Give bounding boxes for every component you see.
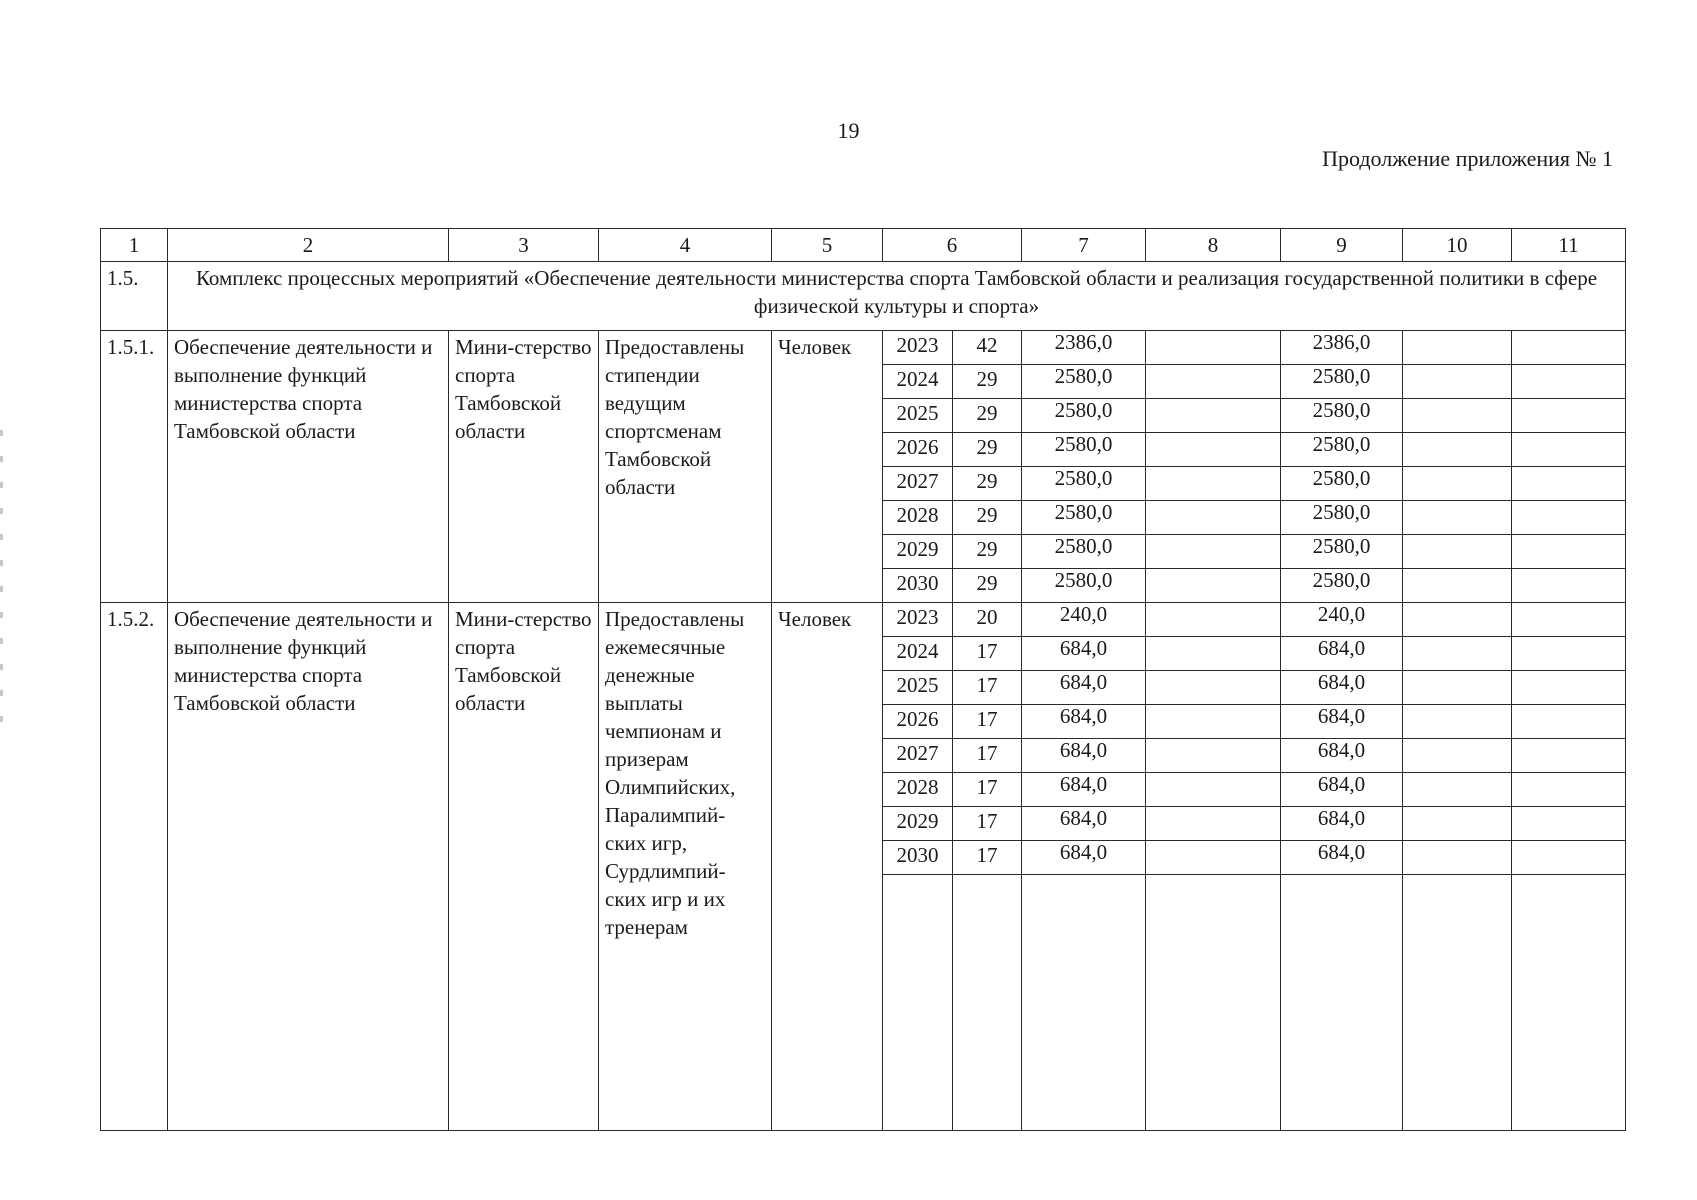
empty-cell xyxy=(1512,875,1626,1131)
count-cell: 29 xyxy=(953,535,1022,569)
col9-cell xyxy=(1281,331,1403,365)
col8-cell xyxy=(1146,671,1281,705)
col9-value: 684,0 xyxy=(1317,772,1366,796)
col9-cell xyxy=(1281,535,1403,569)
column-number: 3 xyxy=(449,229,599,262)
measure-name: Обеспечение деятельности и выполнение функций министерства спорта Тамбовской области xyxy=(168,603,449,1131)
section-code: 1.5. xyxy=(101,262,168,331)
year-cell: 2025 xyxy=(883,399,953,433)
col11-cell xyxy=(1512,637,1626,671)
col8-cell xyxy=(1146,501,1281,535)
total-cell xyxy=(1022,433,1146,467)
year-cell: 2028 xyxy=(883,773,953,807)
empty-cell xyxy=(1403,875,1512,1131)
table-body xyxy=(101,229,1626,1131)
col9-value: 684,0 xyxy=(1317,670,1366,694)
col9-value: 2580,0 xyxy=(1312,432,1371,456)
total-cell xyxy=(1022,637,1146,671)
col9-cell xyxy=(1281,365,1403,399)
total-cell xyxy=(1022,331,1146,365)
total-value: 2580,0 xyxy=(1054,398,1113,422)
col10-cell xyxy=(1403,671,1512,705)
col8-cell xyxy=(1146,841,1281,875)
column-number: 9 xyxy=(1281,229,1403,262)
col8-cell xyxy=(1146,739,1281,773)
empty-cell xyxy=(1281,875,1403,1131)
empty-cell xyxy=(883,875,953,1131)
count-cell: 20 xyxy=(953,603,1022,637)
year-cell: 2027 xyxy=(883,467,953,501)
col9-cell xyxy=(1281,705,1403,739)
year-cell: 2024 xyxy=(883,365,953,399)
empty-cell xyxy=(1146,875,1281,1131)
total-value: 2580,0 xyxy=(1054,568,1113,592)
total-value: 684,0 xyxy=(1059,738,1108,762)
count-cell: 17 xyxy=(953,671,1022,705)
col8-cell xyxy=(1146,331,1281,365)
measure-result: Предоставлены стипендии ведущим спортсменам Тамбовской области xyxy=(599,331,772,603)
col11-cell xyxy=(1512,705,1626,739)
col11-cell xyxy=(1512,603,1626,637)
total-value: 2580,0 xyxy=(1054,466,1113,490)
col11-cell xyxy=(1512,399,1626,433)
col9-cell xyxy=(1281,569,1403,603)
total-cell xyxy=(1022,603,1146,637)
year-cell: 2024 xyxy=(883,637,953,671)
count-cell: 17 xyxy=(953,739,1022,773)
col8-cell xyxy=(1146,467,1281,501)
year-cell: 2027 xyxy=(883,739,953,773)
col10-cell xyxy=(1403,433,1512,467)
col9-cell xyxy=(1281,739,1403,773)
col9-value: 240,0 xyxy=(1317,602,1366,626)
col9-cell xyxy=(1281,807,1403,841)
total-value: 684,0 xyxy=(1059,840,1108,864)
measure-name: Обеспечение деятельности и выполнение функций министерства спорта Тамбовской области xyxy=(168,331,449,603)
total-cell xyxy=(1022,705,1146,739)
col9-value: 684,0 xyxy=(1317,840,1366,864)
col9-cell xyxy=(1281,671,1403,705)
col10-cell xyxy=(1403,365,1512,399)
col10-cell xyxy=(1403,739,1512,773)
total-value: 684,0 xyxy=(1059,806,1108,830)
total-cell xyxy=(1022,773,1146,807)
col10-cell xyxy=(1403,637,1512,671)
total-cell xyxy=(1022,841,1146,875)
total-cell xyxy=(1022,569,1146,603)
table-row xyxy=(101,331,1626,365)
col11-cell xyxy=(1512,739,1626,773)
col11-cell xyxy=(1512,841,1626,875)
col9-cell xyxy=(1281,467,1403,501)
col8-cell xyxy=(1146,637,1281,671)
count-cell: 29 xyxy=(953,467,1022,501)
total-cell xyxy=(1022,467,1146,501)
col9-value: 684,0 xyxy=(1317,738,1366,762)
total-cell xyxy=(1022,399,1146,433)
col8-cell xyxy=(1146,433,1281,467)
column-number: 4 xyxy=(599,229,772,262)
col9-value: 2580,0 xyxy=(1312,534,1371,558)
col10-cell xyxy=(1403,807,1512,841)
col9-cell xyxy=(1281,637,1403,671)
col8-cell xyxy=(1146,807,1281,841)
total-value: 2386,0 xyxy=(1054,330,1113,354)
col10-cell xyxy=(1403,331,1512,365)
col9-value: 684,0 xyxy=(1317,636,1366,660)
col11-cell xyxy=(1512,433,1626,467)
col11-cell xyxy=(1512,331,1626,365)
total-value: 2580,0 xyxy=(1054,432,1113,456)
count-cell: 17 xyxy=(953,807,1022,841)
column-number: 7 xyxy=(1022,229,1146,262)
measures-table xyxy=(100,228,1626,1131)
column-number-row xyxy=(101,229,1626,262)
measure-code: 1.5.2. xyxy=(101,603,168,1131)
total-value: 684,0 xyxy=(1059,636,1108,660)
measure-executor: Мини-стерство спорта Тамбовской области xyxy=(449,331,599,603)
col9-value: 2386,0 xyxy=(1312,330,1371,354)
col9-value: 2580,0 xyxy=(1312,568,1371,592)
page-number: 19 xyxy=(837,118,860,143)
col9-cell xyxy=(1281,841,1403,875)
col8-cell xyxy=(1146,603,1281,637)
col9-value: 2580,0 xyxy=(1312,466,1371,490)
col8-cell xyxy=(1146,399,1281,433)
col11-cell xyxy=(1512,671,1626,705)
count-cell: 29 xyxy=(953,433,1022,467)
table-row xyxy=(101,603,1626,637)
measure-code: 1.5.1. xyxy=(101,331,168,603)
count-cell: 17 xyxy=(953,841,1022,875)
total-cell xyxy=(1022,535,1146,569)
col9-cell xyxy=(1281,603,1403,637)
count-cell: 29 xyxy=(953,501,1022,535)
total-value: 2580,0 xyxy=(1054,534,1113,558)
col11-cell xyxy=(1512,569,1626,603)
year-cell: 2029 xyxy=(883,535,953,569)
year-cell: 2028 xyxy=(883,501,953,535)
column-number: 1 xyxy=(101,229,168,262)
column-number: 6 xyxy=(883,229,1022,262)
total-value: 684,0 xyxy=(1059,772,1108,796)
col9-value: 684,0 xyxy=(1317,704,1366,728)
col10-cell xyxy=(1403,773,1512,807)
empty-cell xyxy=(1022,875,1146,1131)
col10-cell xyxy=(1403,399,1512,433)
count-cell: 29 xyxy=(953,365,1022,399)
col9-cell xyxy=(1281,399,1403,433)
year-cell: 2030 xyxy=(883,569,953,603)
column-number: 10 xyxy=(1403,229,1512,262)
year-cell: 2029 xyxy=(883,807,953,841)
col10-cell xyxy=(1403,569,1512,603)
measure-result: Предоставлены ежемесячные денежные выплаты чемпионам и призерам Олимпийских, Паралимпий-ских игр, Сурдлимпий-ских игр и их тренерам xyxy=(599,603,772,1131)
total-value: 684,0 xyxy=(1059,704,1108,728)
col10-cell xyxy=(1403,535,1512,569)
col10-cell xyxy=(1403,705,1512,739)
total-value: 684,0 xyxy=(1059,670,1108,694)
measure-unit: Человек xyxy=(772,603,883,1131)
measure-unit: Человек xyxy=(772,331,883,603)
col9-value: 684,0 xyxy=(1317,806,1366,830)
appendix-continuation-note: Продолжение приложения № 1 xyxy=(1322,146,1613,171)
empty-cell xyxy=(953,875,1022,1131)
col9-cell xyxy=(1281,501,1403,535)
total-cell xyxy=(1022,739,1146,773)
total-cell xyxy=(1022,365,1146,399)
col10-cell xyxy=(1403,603,1512,637)
total-value: 2580,0 xyxy=(1054,364,1113,388)
total-cell xyxy=(1022,807,1146,841)
col8-cell xyxy=(1146,705,1281,739)
year-cell: 2026 xyxy=(883,433,953,467)
column-number: 2 xyxy=(168,229,449,262)
col9-value: 2580,0 xyxy=(1312,500,1371,524)
total-cell xyxy=(1022,671,1146,705)
col11-cell xyxy=(1512,807,1626,841)
total-value: 2580,0 xyxy=(1054,500,1113,524)
col8-cell xyxy=(1146,773,1281,807)
scan-edge-marks xyxy=(0,410,3,740)
total-cell xyxy=(1022,501,1146,535)
col9-cell xyxy=(1281,773,1403,807)
count-cell: 29 xyxy=(953,569,1022,603)
col11-cell xyxy=(1512,467,1626,501)
col10-cell xyxy=(1403,841,1512,875)
measure-executor: Мини-стерство спорта Тамбовской области xyxy=(449,603,599,1131)
total-value: 240,0 xyxy=(1059,602,1108,626)
column-number: 11 xyxy=(1512,229,1626,262)
year-cell: 2026 xyxy=(883,705,953,739)
col10-cell xyxy=(1403,467,1512,501)
year-cell: 2030 xyxy=(883,841,953,875)
count-cell: 29 xyxy=(953,399,1022,433)
year-cell: 2023 xyxy=(883,331,953,365)
col11-cell xyxy=(1512,501,1626,535)
count-cell: 17 xyxy=(953,637,1022,671)
col9-value: 2580,0 xyxy=(1312,364,1371,388)
column-number: 5 xyxy=(772,229,883,262)
section-title: Комплекс процессных мероприятий «Обеспечение деятельности министерства спорта Тамбовской области и реализация государственной политики в сфере физической культуры и спорта» xyxy=(168,262,1626,331)
section-row xyxy=(101,262,1626,331)
year-cell: 2023 xyxy=(883,603,953,637)
count-cell: 42 xyxy=(953,331,1022,365)
col8-cell xyxy=(1146,365,1281,399)
col9-cell xyxy=(1281,433,1403,467)
col11-cell xyxy=(1512,773,1626,807)
year-cell: 2025 xyxy=(883,671,953,705)
col11-cell xyxy=(1512,535,1626,569)
col10-cell xyxy=(1403,501,1512,535)
count-cell: 17 xyxy=(953,705,1022,739)
count-cell: 17 xyxy=(953,773,1022,807)
col8-cell xyxy=(1146,535,1281,569)
col9-value: 2580,0 xyxy=(1312,398,1371,422)
col8-cell xyxy=(1146,569,1281,603)
column-number: 8 xyxy=(1146,229,1281,262)
col11-cell xyxy=(1512,365,1626,399)
